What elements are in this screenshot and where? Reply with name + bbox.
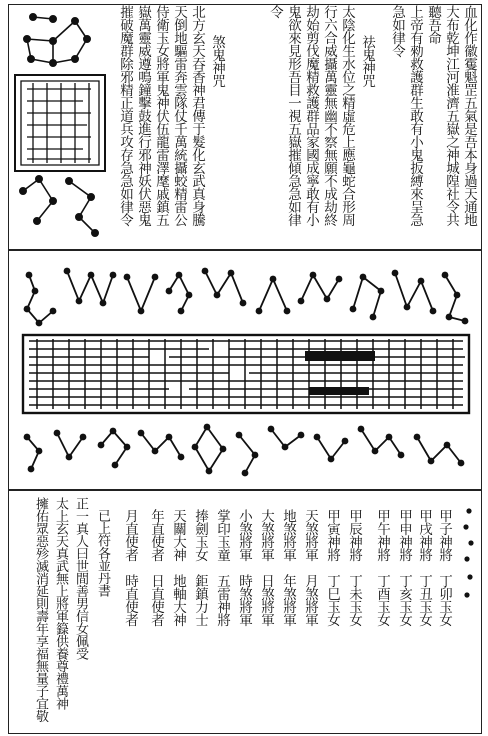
text-column: 聽吾命 [425,5,441,44]
deity-column: 甲午神將 丁酉玉女 [374,509,390,626]
deity-column: 捧劍玉女 鉅鎮力士 [192,509,208,626]
text-column: 太陰化生水位之精虛危上應龜蛇合形周 [339,5,355,226]
dot-mark-icon [461,505,477,605]
text-column: 侍衛玉女將軍鬼神伏伍龍雷澤麾戚鎮五 [153,5,169,226]
text-column: 劫始剪伐魔精救護群品家國成寧敢有小 [303,5,319,226]
text-column: 北方玄天吞香神君傳于髮化玄武真身騰 [189,5,205,226]
deity-column: 甲子神將 丁卯玉女 [436,509,452,626]
deity-column: 地煞將軍 年煞將軍 [280,509,296,626]
deity-column: 月直使者 時直使者 [122,509,138,626]
deity-column: 大煞將軍 日煞將軍 [258,509,274,626]
note-column: 正一真人曰世間善男信女佩受 [73,497,88,660]
talisman-drawing [9,251,481,489]
deity-column: 天煞將軍 月煞將軍 [302,509,318,626]
deity-column: 小煞將軍 時煞將軍 [236,509,252,626]
bottom-text-panel [8,490,482,734]
text-column: 行六合威攝萬靈無幽不察無願不成劫終 [321,5,337,226]
text-column: 急如律令 [389,5,405,57]
text-column: 血化作徽䨥魁罡五氣是吾本身過天通地 [461,5,477,226]
note-column: 已上符各並丹書 [95,509,110,597]
deity-column: 甲戌神將 丁丑玉女 [416,509,432,626]
text-column: 鬼欲來見形吾目一視五嶽摧傾急急如律 [285,5,301,226]
deity-column: 甲寅神將 丁巳玉女 [324,509,340,626]
text-column: 嶽萬靈威遵鳴鐘擊鼓進行邪神妖伏惡鬼 [135,5,151,226]
section-heading: 祛鬼神咒 [359,35,375,87]
note-column: 太上玄天真武無上將軍籙供養尊禮萬神 [53,497,68,710]
text-column: 令 [267,5,283,18]
star-talisman-left [13,11,109,243]
talisman-panel [8,250,482,490]
note-column: 擁佑眾惡殄滅消延則壽年享福無量子宜敬 [33,497,48,722]
deity-column: 甲辰神將 丁未玉女 [346,509,362,626]
text-column: 大布乾坤江河淮濟五嶽之神城隍社令共 [443,5,459,226]
top-text-panel [8,4,482,250]
text-column: 摧破魔群除邪精正道兵攻存急急如律令 [117,5,133,226]
text-column: 上帝有勑救護群生敢有小鬼扳縛來呈急 [407,5,423,226]
deity-column: 天關大神 地軸大神 [170,509,186,626]
deity-column: 年直使者 日直使者 [148,509,164,626]
section-heading: 煞鬼神咒 [209,35,225,87]
deity-column: 掌印玉童 五雷神將 [214,509,230,626]
text-column: 天倒地驅雷奔雲隊仗千萬統攝蛟精雷公 [171,5,187,226]
deity-column: 甲申神將 丁亥玉女 [396,509,412,626]
